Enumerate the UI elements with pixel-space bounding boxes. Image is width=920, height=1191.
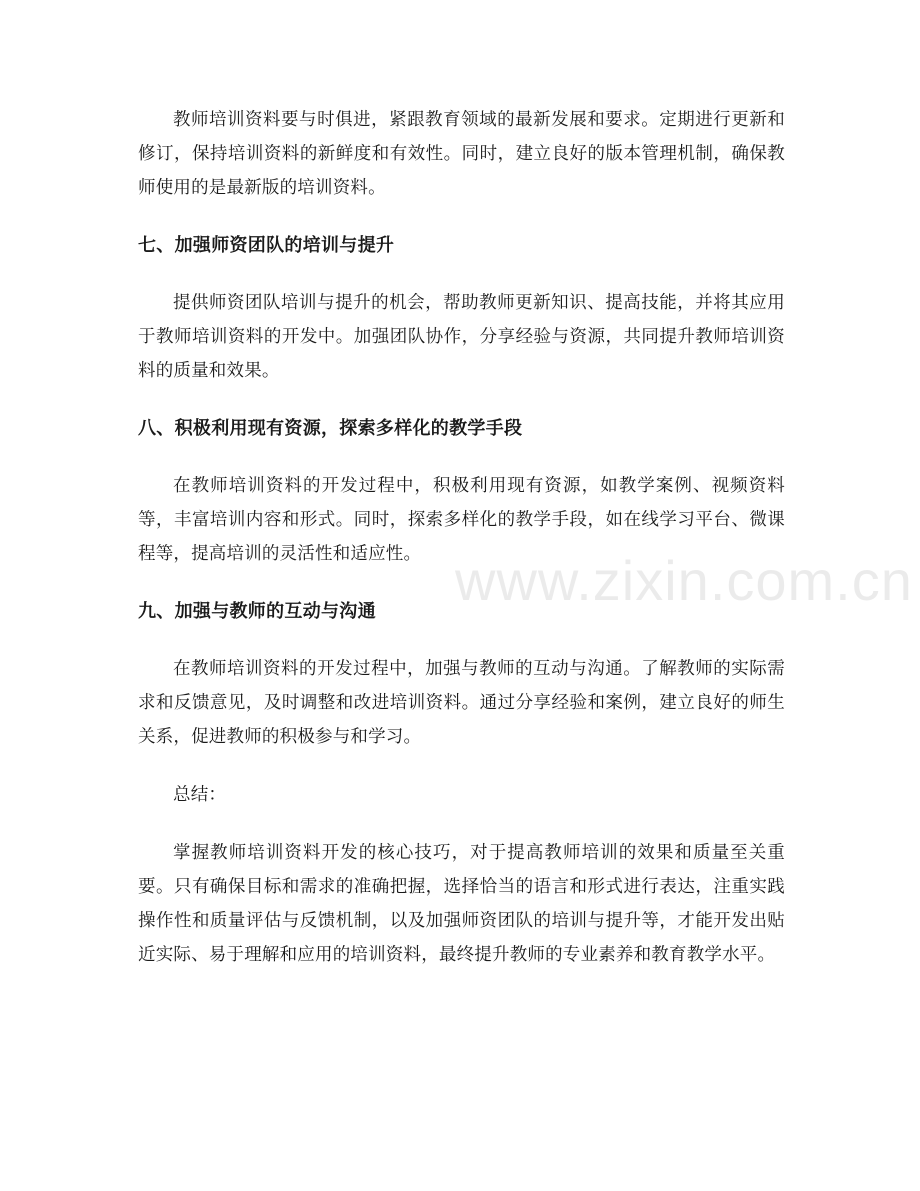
- section-9-heading: 九、加强与教师的互动与沟通: [138, 601, 376, 622]
- section-7-heading: 七、加强师资团队的培训与提升: [138, 235, 395, 256]
- section-7-paragraph: 提供师资团队培训与提升的机会，帮助教师更新知识、提高技能，并将其应用于教师培训资料的开发中。加强团队协作，分享经验与资源，共同提升教师培训资料的质量和效果。: [138, 293, 785, 381]
- document-body: [138, 103, 785, 972]
- section-8-paragraph: 在教师培训资料的开发过程中，积极利用现有资源，如教学案例、视频资料等，丰富培训内容和形式。同时，探索多样化的教学手段，如在线学习平台、微课程等，提高培训的灵活性和适应性。: [138, 476, 785, 564]
- summary-paragraph: 掌握教师培训资料开发的核心技巧，对于提高教师培训的效果和质量至关重要。只有确保目标和需求的准确把握，选择恰当的语言和形式进行表达，注重实践操作性和质量评估与反馈机制，以及加强师资团队的培训与提升等，才能开发出贴近实际、易于理解和应用的培训资料，最终提升教师的专业素养和教育教学水平。: [138, 843, 785, 965]
- section-8-heading: 八、积极利用现有资源，探索多样化的教学手段: [138, 418, 523, 439]
- watermark: www.zixin.com.cn: [455, 549, 913, 612]
- summary-label: 总结：: [173, 785, 227, 805]
- section-9-paragraph: 在教师培训资料的开发过程中，加强与教师的互动与沟通。了解教师的实际需求和反馈意见，及时调整和改进培训资料。通过分享经验和案例，建立良好的师生关系，促进教师的积极参与和学习。: [138, 659, 785, 747]
- intro-paragraph: 教师培训资料要与时俱进，紧跟教育领域的最新发展和要求。定期进行更新和修订，保持培训资料的新鲜度和有效性。同时，建立良好的版本管理机制，确保教师使用的是最新版的培训资料。: [138, 110, 785, 198]
